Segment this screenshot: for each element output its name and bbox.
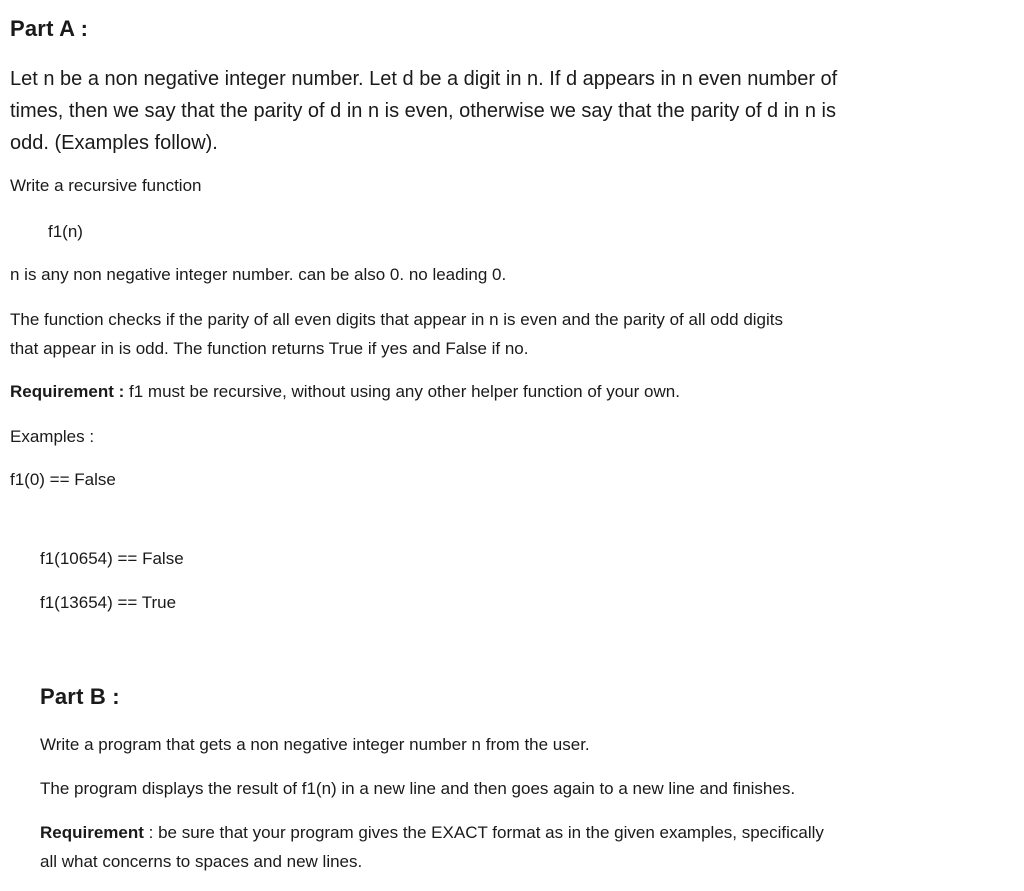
- examples-label: Examples :: [10, 427, 95, 446]
- requirement-a: [10, 382, 680, 402]
- function-description-line-2: that appear in is odd. The function returns True if yes and False if no.: [10, 339, 529, 358]
- part-b-heading: Part B :: [40, 684, 120, 709]
- part-b-line-2: The program displays the result of f1(n) in a new line and then goes again to a new line and finishes.: [40, 779, 796, 798]
- intro-line-1: Let n be a non negative integer number. Let d be a digit in n. If d appears in n even number of: [10, 68, 838, 90]
- requirement-a-text: f1 must be recursive, without using any other helper function of your own.: [124, 382, 680, 401]
- part-b-line-1: Write a program that gets a non negative integer number n from the user.: [40, 735, 590, 754]
- requirement-b-line-2: all what concerns to spaces and new lines.: [40, 852, 363, 871]
- function-description-line-1: The function checks if the parity of all even digits that appear in n is even and the parity of all odd digits: [10, 310, 784, 329]
- requirement-b-line-1: [40, 823, 824, 843]
- example-2: f1(10654) == False: [40, 549, 184, 568]
- n-description: n is any non negative integer number. can be also 0. no leading 0.: [10, 265, 507, 284]
- intro-line-3: odd. (Examples follow).: [10, 132, 218, 154]
- example-3: f1(13654) == True: [40, 593, 177, 612]
- example-1: f1(0) == False: [10, 470, 116, 489]
- requirement-a-label: Requirement :: [10, 382, 125, 401]
- requirement-b-text-1: : be sure that your program gives the EXACT format as in the given examples, specifically: [143, 823, 824, 842]
- part-a-heading: Part A :: [10, 16, 89, 41]
- function-signature: f1(n): [48, 222, 83, 241]
- intro-line-2: times, then we say that the parity of d in n is even, otherwise we say that the parity of d in n is: [10, 100, 836, 122]
- write-function-text: Write a recursive function: [10, 176, 202, 195]
- requirement-b-label: Requirement: [40, 823, 144, 842]
